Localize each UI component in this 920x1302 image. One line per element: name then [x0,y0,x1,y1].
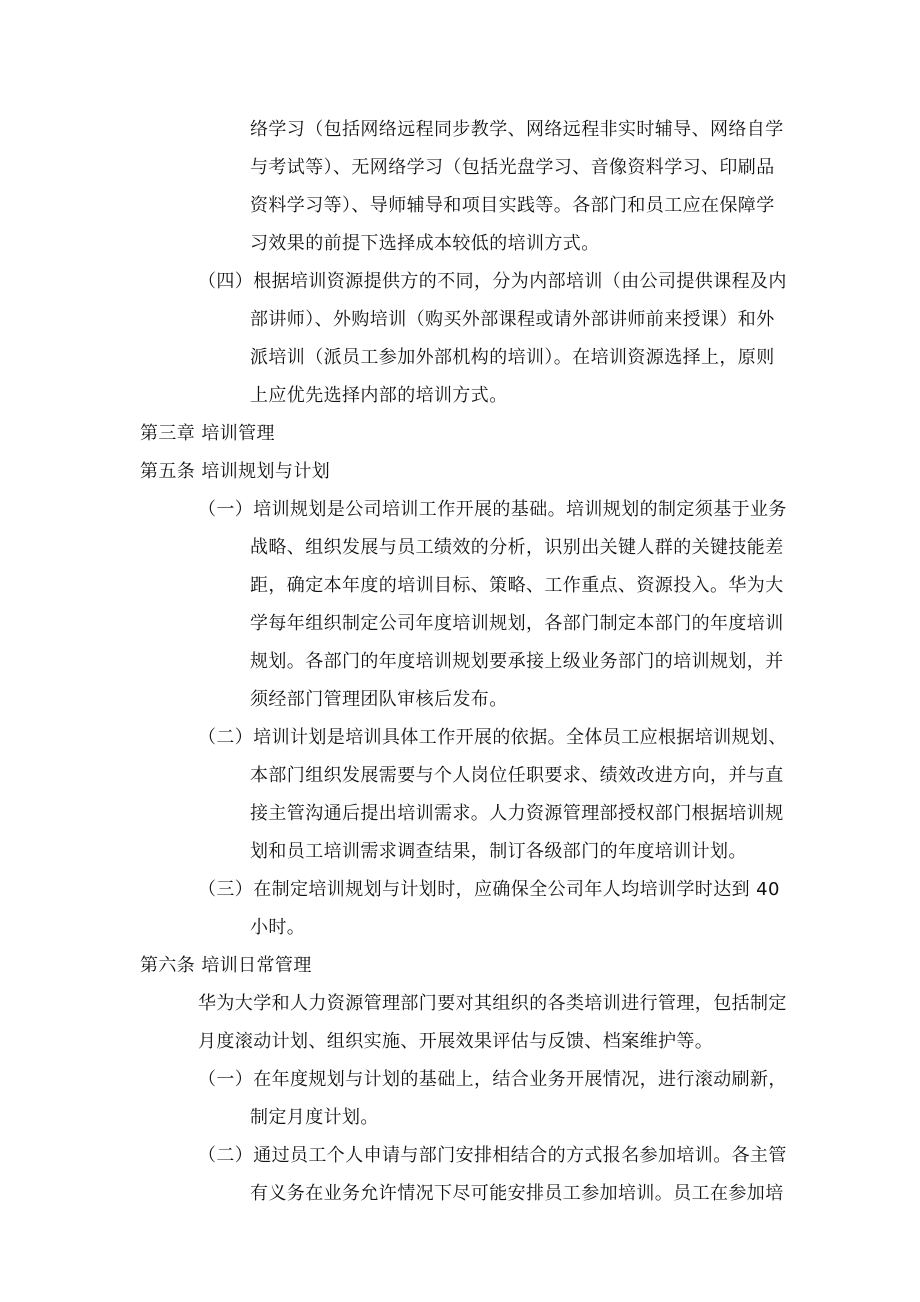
list-item-line: （二）培训计划是培训具体工作开展的依据。全体员工应根据培训规划、 [198,727,787,748]
article-heading: 第五条 培训规划与计划 [140,461,331,482]
list-item-line: （二）通过员工个人申请与部门安排相结合的方式报名参加培训。各主管 [198,1145,787,1166]
paragraph-line: 华为大学和人力资源管理部门要对其组织的各类培训进行管理，包括制定 [198,993,787,1014]
paragraph-line: 上应优先选择内部的培训方式。 [250,385,508,406]
paragraph-line: 规划。各部门的年度培训规划要承接上级业务部门的培训规划，并 [250,651,784,672]
paragraph-line: 战略、组织发展与员工绩效的分析，识别出关键人群的关键技能差 [250,537,784,558]
paragraph-line: 本部门组织发展需要与个人岗位任职要求、绩效改进方向，并与直 [250,765,784,786]
article-heading: 第六条 培训日常管理 [140,955,312,976]
paragraph-line: 须经部门管理团队审核后发布。 [250,689,508,710]
list-item-line: （四）根据培训资源提供方的不同，分为内部培训（由公司提供课程及内 [198,271,787,292]
paragraph-line: 络学习（包括网络远程同步教学、网络远程非实时辅导、网络自学 [250,119,784,140]
chapter-heading: 第三章 培训管理 [140,423,275,444]
paragraph-line: 月度滚动计划、组织实施、开展效果评估与反馈、档案维护等。 [198,1031,714,1052]
paragraph-line: 划和员工培训需求调查结果，制订各级部门的年度培训计划。 [250,841,747,862]
paragraph-line: 派培训（派员工参加外部机构的培训）。在培训资源选择上，原则 [250,347,775,368]
paragraph-line: 制定月度计划。 [250,1107,379,1128]
paragraph-line: 学每年组织制定公司年度培训规划，各部门制定本部门的年度培训 [250,613,784,634]
paragraph-line: 距，确定本年度的培训目标、策略、工作重点、资源投入。华为大 [250,575,784,596]
paragraph-line: 资料学习等）、导师辅导和项目实践等。各部门和员工应在保障学 [250,195,775,216]
list-item-line: （一）培训规划是公司培训工作开展的基础。培训规划的制定须基于业务 [198,499,787,520]
paragraph-line: 部讲师）、外购培训（购买外部课程或请外部讲师前来授课）和外 [250,309,775,330]
paragraph-line: 与考试等）、无网络学习（包括光盘学习、音像资料学习、印刷品 [250,157,775,178]
paragraph-line: 接主管沟通后提出培训需求。人力资源管理部授权部门根据培训规 [250,803,784,824]
paragraph-line: 小时。 [250,917,306,938]
paragraph-line: 习效果的前提下选择成本较低的培训方式。 [250,233,600,254]
list-item-line: （一）在年度规划与计划的基础上，结合业务开展情况，进行滚动刷新， [198,1069,787,1090]
paragraph-line: 有义务在业务允许情况下尽可能安排员工参加培训。员工在参加培 [250,1183,784,1204]
list-item-line: （三）在制定培训规划与计划时，应确保全公司年人均培训学时达到 40 [198,879,780,900]
